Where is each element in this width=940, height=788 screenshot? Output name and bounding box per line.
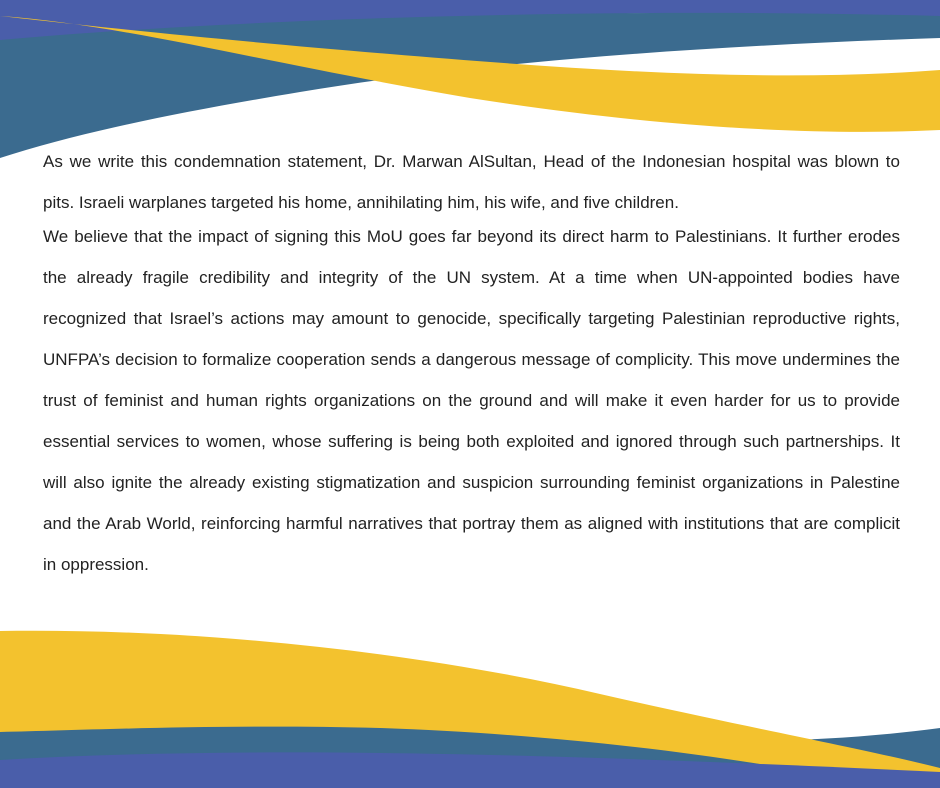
bottom-wave-decoration [0,628,940,788]
statement-paragraph-2: We believe that the impact of signing this MoU goes far beyond its direct harm to Palestinians. It further erodes the already fragile credibility and integrity of the UN system. At a time when UN-appointed bodies have recognized that Israel’s actions may amount to genocide, specifically targeting Palestinian reproductive rights, UNFPA’s decision to formalize cooperation sends a dangerous message of complicity. This move undermines the trust of feminist and human rights organizations on the ground and will make it even harder for us to provide essential services to women, whose suffering is being both exploited and ignored through such partnerships. It will also ignite the already existing stigmatization and suspicion surrounding feminist organizations in Palestine and the Arab World, reinforcing harmful narratives that portray them as aligned with institutions that are complicit in oppression. [43,227,900,574]
statement-body [43,141,900,585]
statement-paragraph-1: As we write this condemnation statement, Dr. Marwan AlSultan, Head of the Indonesian hospital was blown to pits. Israeli warplanes targeted his home, annihilating him, his wife, and five children. [43,152,900,212]
